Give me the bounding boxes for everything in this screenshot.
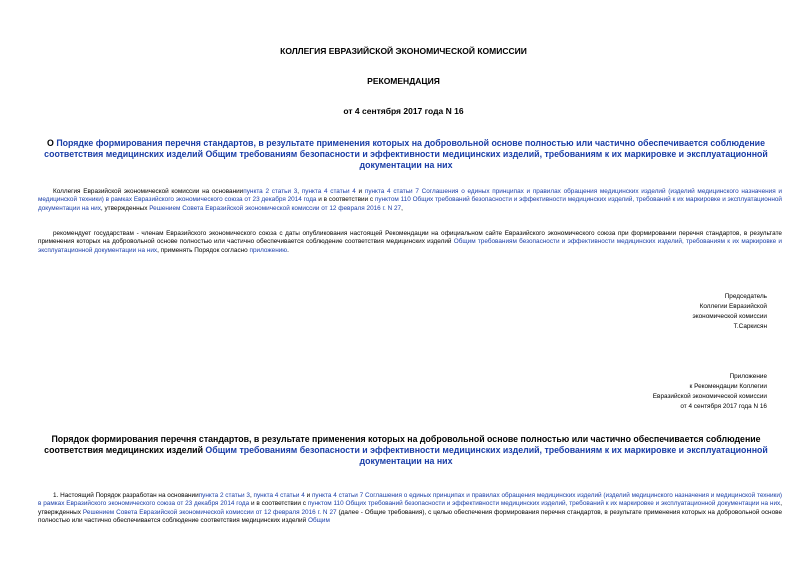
appendix-line: к Рекомендации Коллегии xyxy=(689,383,767,390)
doc-type-heading: РЕКОМЕНДАЦИЯ xyxy=(367,76,440,86)
p3-text: и xyxy=(304,492,312,499)
signature-line: Коллегии Евразийской xyxy=(699,303,767,310)
p1-link-art7[interactable]: пункта 4 статьи 7 xyxy=(364,188,419,195)
p1-text: , утвержденных xyxy=(100,204,150,212)
p3-link-general-requirements[interactable]: Общих требований безопасности и эффективности медицинских изделий, требований к их маркировке и эксплуатационной документации на них xyxy=(345,500,781,508)
appendix-line: от 4 сентября 2017 года N 16 xyxy=(680,403,767,410)
procedure-title xyxy=(30,434,782,467)
p3-text: 1. Настоящий Порядок разработан на основании xyxy=(53,492,199,499)
p1-text: Коллегия Евразийской экономической комиссии на основании xyxy=(53,188,244,195)
preamble-paragraph xyxy=(38,188,782,213)
p1-text: , xyxy=(401,204,403,212)
p1-link-art4[interactable]: пункта 4 статьи 4 xyxy=(301,188,356,195)
p3-text: и в соответствии с xyxy=(249,500,308,508)
p1-link-point110[interactable]: пунктом 110 xyxy=(374,196,411,204)
p2-text: , применять Порядок согласно xyxy=(157,246,250,254)
appendix-block xyxy=(653,372,767,412)
p3-link-art4[interactable]: пункта 4 статьи 4 xyxy=(253,492,305,499)
document-title xyxy=(30,138,782,171)
p1-link-general-requirements[interactable]: Общих требований безопасности и эффективности медицинских изделий, требований к их маркировке и эксплуатационной документации на них xyxy=(38,196,782,212)
p3-link-art7[interactable]: пункта 4 статьи 7 xyxy=(311,492,364,499)
appendix-line: Евразийской экономической комиссии xyxy=(652,393,767,400)
p3-text: (далее - Общие требования), с целью обеспечения формирования перечня стандартов, в результате применения которых на добровольной основе полностью или частично обеспечивается соблюдение соответствия медицинских изделий xyxy=(38,508,782,524)
p1-text: , xyxy=(297,188,302,195)
p3-link-agreement[interactable]: Соглашения о единых принципах и правилах обращения медицинских изделий (изделий медицинского назначения и медицинской техники) в рамках Евразийского экономического союза от 23 декабря 2014 года xyxy=(38,492,783,508)
title-link-general-requirements[interactable]: Общим требованиям безопасности и эффективности медицинских изделий, требованиям к их маркировке и эксплуатационной документации на них xyxy=(205,149,768,170)
p3-link-art3[interactable]: пункта 2 статьи 3 xyxy=(198,492,250,499)
p2-link-general-requirements[interactable]: Общим требованиям безопасности и эффективности медицинских изделий, требованиям к их маркировке и эксплуатационной документации на них xyxy=(38,238,783,254)
p3-link-general[interactable]: Общим xyxy=(307,516,330,524)
p2-link-appendix[interactable]: приложению xyxy=(249,246,288,254)
p1-link-art3[interactable]: пункта 2 статьи 3 xyxy=(243,188,298,195)
p3-link-point110[interactable]: пунктом 110 xyxy=(307,500,344,508)
p1-link-decision[interactable]: Решением Совета Евразийской экономической комиссии от 12 февраля 2016 г. N 27 xyxy=(149,204,402,212)
signature-line: экономической комиссии xyxy=(692,313,767,320)
p1-link-agreement[interactable]: Соглашения о единых принципах и правилах обращения медицинских изделий (изделий медицинского назначения и медицинской техники) в рамках Евразийского экономического союза от 23 декабря 2014 года xyxy=(38,188,783,204)
p3-link-decision[interactable]: Решением Совета Евразийской экономической комиссии от 12 февраля 2016 г. N 27 xyxy=(82,508,337,516)
p2-text: . xyxy=(287,246,289,254)
p2-text: рекомендует государствам - членам Евразийского экономического союза с даты опубликования настоящей Рекомендации на официальном сайте Евразийского экономического союза при формировании перечня стандартов, в результате применения которых на добровольной основе полностью или частично обеспечивается соблюдение соответствия медицинских изделий xyxy=(38,230,782,246)
p1-text: и xyxy=(355,188,365,195)
date-number-heading: от 4 сентября 2017 года N 16 xyxy=(343,106,464,116)
procedure-title-text: Порядок формирования перечня стандартов, в результате применения которых на добровольной основе полностью или частично обеспечивается соблюдение соответствия медицинских изделий xyxy=(44,434,761,455)
title-prefix: О xyxy=(47,138,57,148)
title-link-procedure[interactable]: Порядке формирования перечня стандартов, в результате применения которых на добровольной основе полностью или частично обеспечивается соблюдение соответствия медицинских изделий xyxy=(44,138,765,159)
signature-line: Председатель xyxy=(724,293,767,300)
p3-text: , утвержденных xyxy=(38,500,782,516)
signature-block xyxy=(693,292,768,332)
point-1-paragraph xyxy=(38,492,782,525)
procedure-title-link[interactable]: Общим требованиям безопасности и эффективности медицинских изделий, требованиям к их маркировке и эксплуатационной документации на них xyxy=(205,445,768,466)
appendix-line: Приложение xyxy=(729,373,767,380)
p3-text: , xyxy=(249,492,254,499)
signature-name: Т.Саркисян xyxy=(733,323,767,330)
recommendation-paragraph xyxy=(38,230,782,255)
org-heading: КОЛЛЕГИЯ ЕВРАЗИЙСКОЙ ЭКОНОМИЧЕСКОЙ КОМИССИИ xyxy=(280,46,527,56)
p1-text: и в соответствии с xyxy=(316,196,375,204)
